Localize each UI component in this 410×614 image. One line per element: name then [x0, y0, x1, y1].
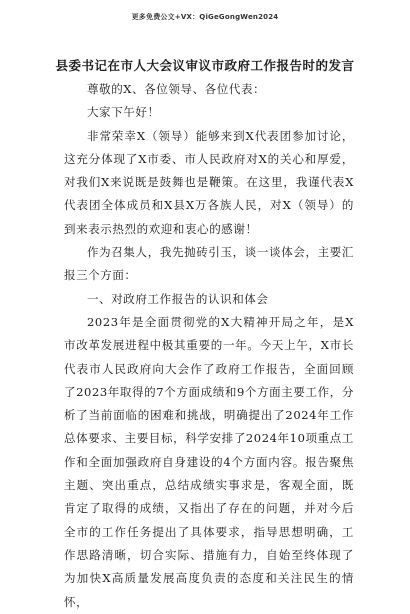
section-heading-1: 一、对政府工作报告的认识和体会 — [87, 291, 269, 306]
document-title: 县委书记在市人大会议审议市政府工作报告时的发言 — [55, 58, 355, 73]
paragraph-intro: 作为召集人，我先抛砖引玉，谈一谈体会，主要汇报三个方面： — [64, 245, 354, 283]
paragraph-report: 2023年是全面贯彻党的X大精神开局之年，是X市改革发展进程中极其重要的一年。今天上午，X市长代表市人民政府向大会作了政府工作报告，全面回顾了2023年取得的7个方面成绩和9个方面主要工作，分析了当前面临的困难和挑战，明确提出了2024年工作总体要求、主要目标，科学安排了2024年10项重点工作和全面加强政府自身建设的4个方面内容。报告聚焦主题、突出重点，总结成绩实事求是，客观全面，既肯定了取得的成绩，又指出了存在的问题，并对今后全市的工作任务提出了具体要求，指导思想明确，工作思路清晰，切合实际、措施有力，自始至终体现了为加快X高质量发展高度负责的态度和关注民生的情怀， — [64, 314, 354, 609]
greeting: 大家下午好！ — [87, 105, 160, 120]
document-body — [64, 78, 354, 614]
paragraph-welcome: 非常荣幸X（领导）能够来到X代表团参加讨论，这充分体现了X市委、市人民政府对X的关心和厚爱，对我们X来说既是鼓舞也是鞭策。在这里，我谨代表X代表团全体成员和X县X万各族人民，对X（领导）的到来表示热烈的欢迎和衷心的感谢！ — [64, 128, 354, 236]
salutation: 尊敬的X、各位领导、各位代表： — [87, 82, 266, 96]
header-note: 更多免费公文+VX：QiGeGongWen2024 — [131, 13, 279, 21]
